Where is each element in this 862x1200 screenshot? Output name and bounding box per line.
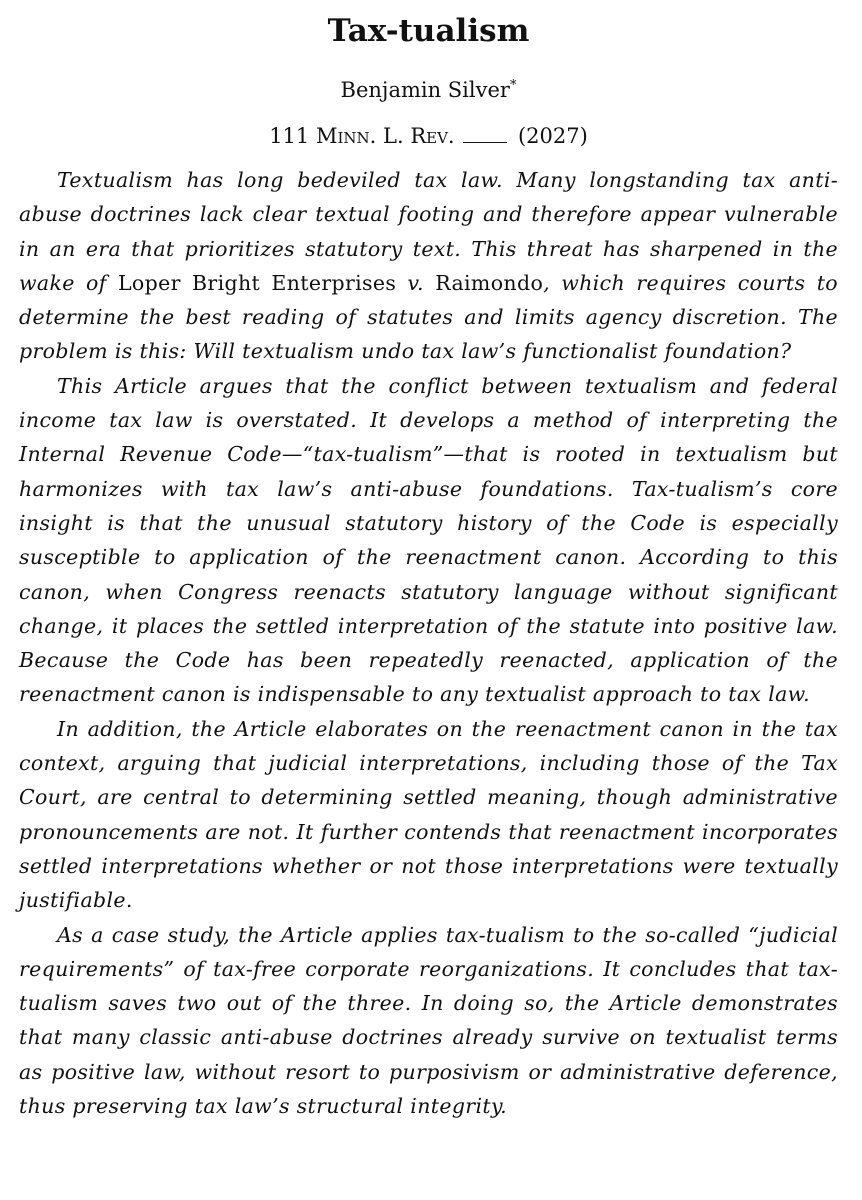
author-name: Benjamin Silver bbox=[340, 78, 510, 102]
abstract-paragraph-4: As a case study, the Article applies tax-tualism to the so-called “judicial requirements” of tax-free corporate reorganizations. It concludes that tax-tualism saves two out of the three. In doing so, the Article demonstrates that many classic anti-abuse doctrines already survive on textualist terms as positive law, without resort to purposivism or administrative deference, thus preserving tax law’s structural integrity. bbox=[19, 922, 838, 1119]
citation-page-blank bbox=[463, 124, 507, 143]
citation-journal-minn: Minn bbox=[315, 124, 370, 148]
abstract-paragraph-1 bbox=[19, 163, 838, 369]
author-footnote-mark: * bbox=[509, 78, 517, 93]
citation-year: (2027) bbox=[517, 124, 588, 148]
case-name-raimondo: Raimondo bbox=[435, 270, 544, 295]
abstract-p1-after: , which requires courts to determine the best reading of statutes and limits agency discretion. The problem is this: Will textualism undo tax law’s functionalist foundation? bbox=[19, 270, 838, 364]
abstract-paragraph-2: This Article argues that the conflict between textualism and federal income tax law is overstated. It develops a method of interpreting the Internal Revenue Code—“tax-tualism”—that is rooted in textualism but harmonizes with tax law’s anti-abuse foundations. Tax-tualism’s core insight is that the unusual statutory history of the Code is especially susceptible to application of the reenactment canon. According to this canon, when Congress reenacts statutory language without significant change, it places the settled interpretation of the statute into positive law. Because the Code has been repeatedly reenacted, application of the reenactment canon is indispensable to any textualist approach to tax law. bbox=[19, 373, 838, 707]
abstract bbox=[19, 163, 838, 1123]
citation-journal-end: . bbox=[447, 124, 455, 148]
citation-journal-rev: Rev bbox=[410, 124, 448, 148]
case-name-loper-bright: Loper Bright Enterprises bbox=[117, 270, 397, 295]
journal-citation bbox=[19, 121, 838, 151]
citation-volume: 111 bbox=[269, 124, 310, 148]
case-name-v: v. bbox=[396, 270, 436, 295]
abstract-paragraph-3: In addition, the Article elaborates on the reenactment canon in the tax context, arguing that judicial interpretations, including those of the Tax Court, are central to determining settled meaning, though administrative pronouncements are not. It further contends that reenactment incorporates settled interpretations whether or not those interpretations were textually justifiable. bbox=[19, 716, 838, 913]
citation-journal-sep: . L. bbox=[369, 124, 411, 148]
abstract-p1-before: Textualism has long bedeviled tax law. Many longstanding tax anti-abuse doctrines lack clear textual footing and therefore appear vulnerable in an era that prioritizes statutory text. This threat has sharpened in the wake of bbox=[19, 168, 838, 295]
article-title: Tax-tualism bbox=[327, 13, 530, 49]
author-line bbox=[19, 75, 838, 105]
